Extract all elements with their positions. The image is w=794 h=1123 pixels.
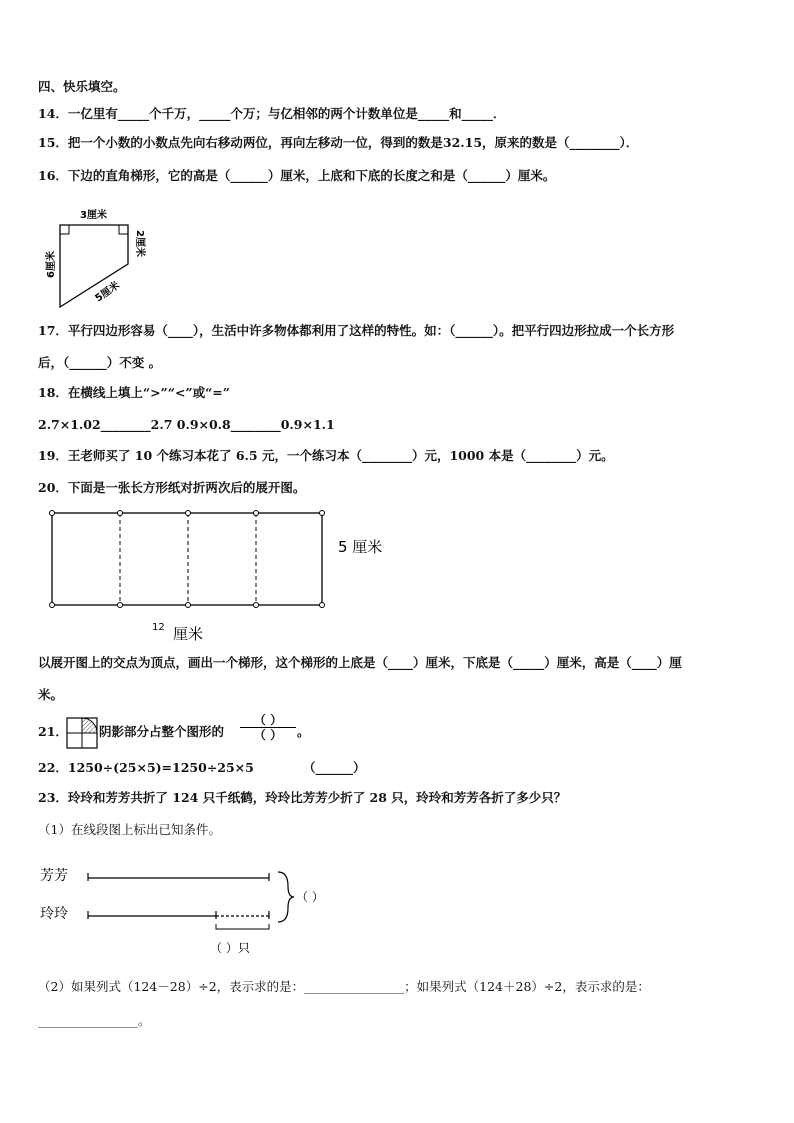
question-18: 18．在横线上填上“>”“<”或“=” [38, 385, 230, 400]
question-22: 22．1250÷(25×5)=1250÷25×5 [38, 760, 254, 775]
section-title: 四、快乐填空。 [38, 79, 126, 94]
question-18-compare: 2.7×1.02________2.7 0.9×0.8________0.9×1.1 [38, 417, 335, 432]
question-23-part2-blank: ________________。 [38, 1013, 151, 1028]
question-16: 16．下边的直角梯形，它的高是（______）厘米，上底和下底的长度之和是（______）厘米。 [38, 168, 556, 183]
fraction [240, 713, 296, 742]
segment-label-lingling: 玲玲 [40, 906, 68, 922]
question-22-blank: （______） [303, 760, 366, 775]
question-20-line2: 以展开图上的交点为顶点，画出一个梯形，这个梯形的上底是（____）厘米，下底是（_____）厘米，高是（____）厘 [38, 655, 682, 670]
segment-label-fangfang: 芳芳 [40, 868, 68, 884]
shaded-square-icon [66, 717, 98, 749]
trapezoid-top-label: 3厘米 [80, 210, 107, 221]
question-20-line3: 米。 [38, 687, 64, 702]
fraction-denominator: （ ） [240, 727, 296, 742]
question-21-text: 阴影部分占整个图形的 [99, 724, 225, 739]
trapezoid-right-label: 2厘米 [134, 230, 145, 257]
difference-label: （ ）只 [210, 941, 250, 955]
rectangle-height-label: 5 厘米 [338, 538, 383, 556]
rectangle-width-unit: 厘米 [173, 625, 204, 643]
trapezoid-slant-label: 5厘米 [93, 279, 122, 305]
question-15: 15．把一个小数的小数点先向右移动两位，再向左移动一位，得到的数是32.15，原来的数是（________）． [38, 135, 639, 150]
question-23: 23．玲玲和芳芳共折了 124 只千纸鹤，玲玲比芳芳少折了 28 只，玲玲和芳芳各折了多少只？ [38, 790, 567, 805]
question-21-end: 。 [297, 724, 310, 739]
fraction-numerator: （ ） [253, 713, 283, 727]
brace-label: （ ） [296, 890, 324, 904]
question-14: 14．一亿里有_____个千万，_____个万；与亿相邻的两个计数单位是_____和_____． [38, 106, 506, 121]
question-17-line2: 后，（______）不变 。 [38, 355, 162, 370]
question-19: 19．王老师买了 10 个练习本花了 6.5 元，一个练习本（________）元，1000 本是（________）元。 [38, 448, 614, 463]
segment-diagram [38, 860, 368, 960]
question-21-number: 21． [38, 724, 68, 739]
question-23-part1: （1）在线段图上标出已知条件。 [38, 822, 221, 837]
trapezoid-left-label: 6厘米 [46, 251, 57, 278]
rectangle-width-number: 12 [152, 622, 165, 633]
question-17-line1: 17．平行四边形容易（____），生活中许多物体都利用了这样的特性。如：（______）。把平行四边形拉成一个长方形 [38, 323, 675, 338]
trapezoid-figure [36, 198, 146, 316]
unfolded-rectangle-figure [40, 505, 400, 645]
question-23-part2: （2）如果列式（124－28）÷2，表示求的是：________________；如果列式（124＋28）÷2，表示求的是： [38, 979, 650, 994]
question-20: 20．下面是一张长方形纸对折两次后的展开图。 [38, 480, 306, 495]
